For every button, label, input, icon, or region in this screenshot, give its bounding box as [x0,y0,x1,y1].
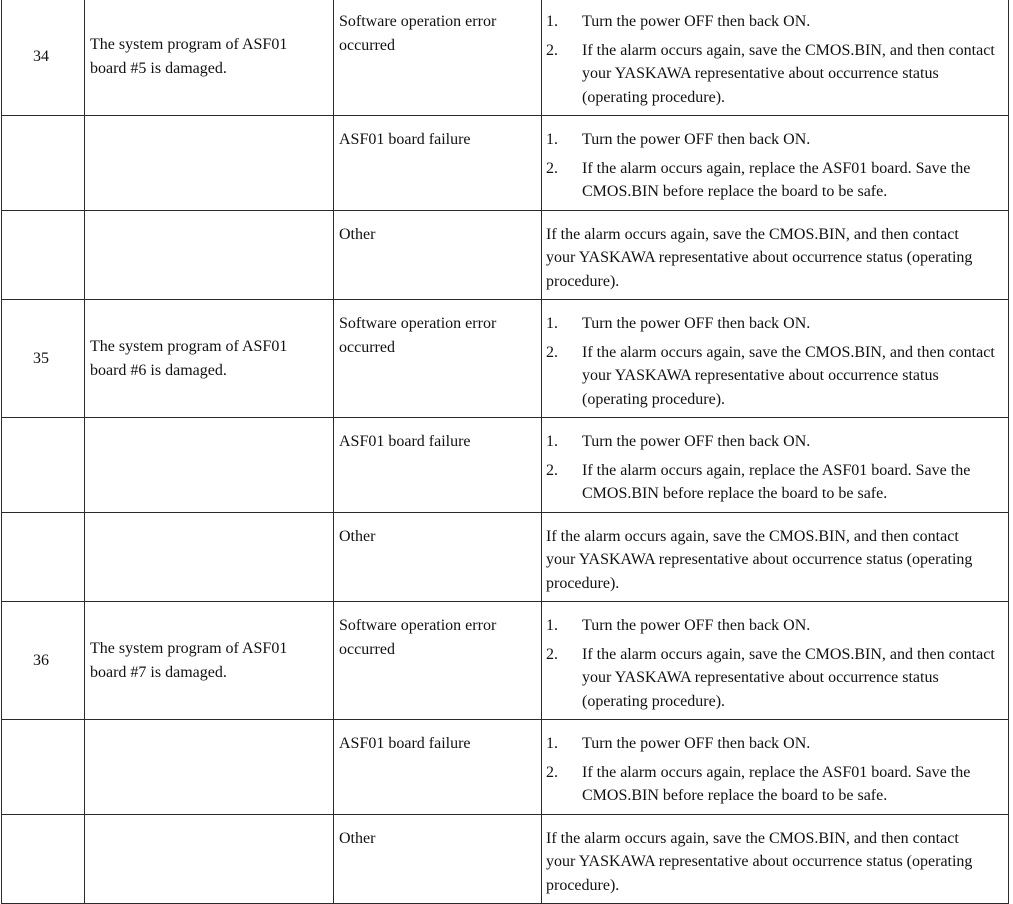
empty-cell [85,814,334,904]
step-number: 1. [546,131,558,148]
step-text: Turn the power OFF then back ON. [582,315,811,332]
alarm-cause: Software operation error occurred [334,300,542,418]
empty-cell [2,418,85,513]
alarm-remedy [542,0,1009,116]
step-number: 2. [546,763,558,781]
alarm-table [1,0,1009,904]
step-text: Turn the power OFF then back ON. [582,735,811,752]
remedy-text: If the alarm occurs again, save the CMOS.BIN, and then contact your YASKAWA representative about occurrence status (operating procedure). [546,829,973,894]
remedy-step [546,157,998,204]
step-number: 1. [546,617,558,634]
alarm-remedy [542,116,1009,211]
alarm-remedy [542,720,1009,815]
step-number: 1. [546,735,558,752]
remedy-step [546,732,998,756]
alarm-cause: ASF01 board failure [334,116,542,211]
alarm-cause: Other [334,210,542,300]
alarm-cause: Software operation error occurred [334,602,542,720]
remedy-step [546,459,998,506]
alarm-content: The system program of ASF01 board #7 is damaged. [85,602,334,720]
alarm-remedy [542,512,1009,602]
alarm-number: 36 [2,602,85,720]
step-text: If the alarm occurs again, save the CMOS.BIN, and then contact your YASKAWA representative about occurrence status (operating procedure). [582,343,995,408]
step-number: 1. [546,315,558,332]
alarm-remedy [542,210,1009,300]
step-text: Turn the power OFF then back ON. [582,433,811,450]
remedy-step [546,312,998,336]
remedy-step [546,39,998,110]
remedy-step [546,643,998,714]
step-text: If the alarm occurs again, save the CMOS.BIN, and then contact your YASKAWA representative about occurrence status (operating procedure). [582,645,995,710]
alarm-cause: Other [334,814,542,904]
alarm-cause: Software operation error occurred [334,0,542,116]
step-number: 2. [546,645,558,663]
step-number: 1. [546,433,558,450]
empty-cell [2,116,85,211]
step-text: If the alarm occurs again, replace the ASF01 board. Save the CMOS.BIN before replace the board to be safe. [582,159,971,200]
step-number: 2. [546,461,558,479]
remedy-step [546,430,998,454]
alarm-cause: ASF01 board failure [334,720,542,815]
step-text: If the alarm occurs again, replace the ASF01 board. Save the CMOS.BIN before replace the board to be safe. [582,763,971,804]
remedy-step [546,761,998,808]
empty-cell [2,814,85,904]
alarm-number: 34 [2,0,85,116]
remedy-step [546,614,998,638]
table-row [2,300,1009,418]
table-row [2,512,1009,602]
remedy-step [546,341,998,412]
alarm-content: The system program of ASF01 board #5 is damaged. [85,0,334,116]
step-text: Turn the power OFF then back ON. [582,13,811,30]
empty-cell [2,512,85,602]
table-row [2,116,1009,211]
step-number: 2. [546,159,558,177]
alarm-cause: Other [334,512,542,602]
empty-cell [85,418,334,513]
step-text: Turn the power OFF then back ON. [582,131,811,148]
step-text: If the alarm occurs again, save the CMOS.BIN, and then contact your YASKAWA representative about occurrence status (operating procedure). [582,41,995,106]
step-text: If the alarm occurs again, replace the ASF01 board. Save the CMOS.BIN before replace the board to be safe. [582,461,971,502]
alarm-remedy [542,418,1009,513]
alarm-remedy [542,300,1009,418]
step-number: 2. [546,41,558,59]
alarm-content: The system program of ASF01 board #6 is damaged. [85,300,334,418]
remedy-text: If the alarm occurs again, save the CMOS.BIN, and then contact your YASKAWA representative about occurrence status (operating procedure). [546,225,973,290]
table-row [2,210,1009,300]
alarm-number: 35 [2,300,85,418]
empty-cell [85,116,334,211]
alarm-remedy [542,602,1009,720]
remedy-step [546,128,998,152]
empty-cell [2,210,85,300]
table-row [2,0,1009,116]
table-row [2,602,1009,720]
step-number: 1. [546,13,558,30]
step-text: Turn the power OFF then back ON. [582,617,811,634]
step-number: 2. [546,343,558,361]
alarm-remedy [542,814,1009,904]
empty-cell [85,512,334,602]
empty-cell [2,720,85,815]
remedy-step [546,10,998,34]
alarm-cause: ASF01 board failure [334,418,542,513]
table-row [2,418,1009,513]
table-row [2,720,1009,815]
empty-cell [85,210,334,300]
empty-cell [85,720,334,815]
remedy-text: If the alarm occurs again, save the CMOS.BIN, and then contact your YASKAWA representative about occurrence status (operating procedure). [546,527,973,592]
table-row [2,814,1009,904]
